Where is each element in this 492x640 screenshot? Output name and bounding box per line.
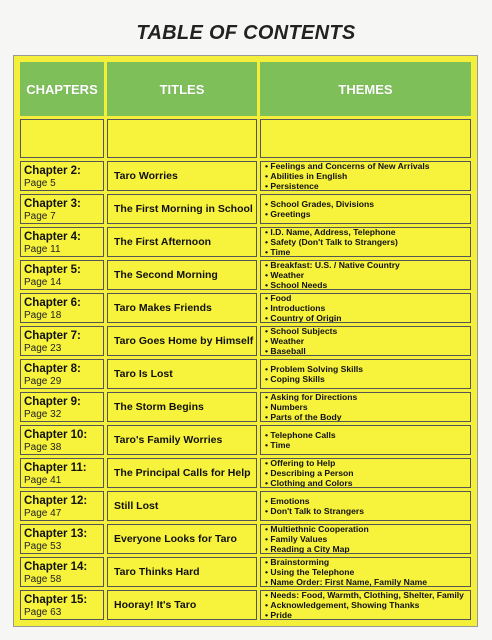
theme-item: • Numbers bbox=[265, 402, 470, 412]
chapter-number: Chapter 4: bbox=[24, 230, 81, 243]
chapter-number: Chapter 6: bbox=[24, 296, 81, 309]
toc-grid bbox=[20, 62, 471, 620]
chapter-themes bbox=[260, 458, 471, 488]
blank-title-cell bbox=[107, 119, 257, 158]
chapter-page: Page 29 bbox=[24, 375, 62, 387]
chapter-page: Page 47 bbox=[24, 507, 62, 519]
theme-item: • School Grades, Divisions bbox=[265, 199, 470, 209]
chapter-page: Page 23 bbox=[24, 342, 62, 354]
chapter-themes bbox=[260, 491, 471, 521]
chapter-page: Page 7 bbox=[24, 210, 56, 222]
theme-item: • Weather bbox=[265, 336, 470, 346]
chapter-page: Page 41 bbox=[24, 474, 62, 486]
chapter-number: Chapter 2: bbox=[24, 164, 81, 177]
chapter-themes bbox=[260, 557, 471, 587]
chapter-title: Still Lost bbox=[107, 491, 257, 521]
theme-item: • Weather bbox=[265, 270, 470, 280]
theme-item: • Parts of the Body bbox=[265, 412, 470, 422]
theme-item: • Name Order: First Name, Family Name bbox=[265, 577, 470, 587]
chapter-cell bbox=[20, 458, 104, 488]
theme-item: • Food bbox=[265, 293, 470, 303]
chapter-themes bbox=[260, 194, 471, 224]
chapter-number: Chapter 8: bbox=[24, 362, 81, 375]
table-of-contents bbox=[13, 55, 478, 627]
chapter-themes bbox=[260, 293, 471, 323]
chapter-title: The Principal Calls for Help bbox=[107, 458, 257, 488]
theme-item: • Persistence bbox=[265, 181, 470, 191]
theme-item: • Using the Telephone bbox=[265, 567, 470, 577]
chapter-cell bbox=[20, 260, 104, 290]
theme-item: • Family Values bbox=[265, 534, 470, 544]
chapter-page: Page 53 bbox=[24, 540, 62, 552]
theme-item: • Describing a Person bbox=[265, 468, 470, 478]
theme-item: • Emotions bbox=[265, 496, 470, 506]
chapter-themes bbox=[260, 260, 471, 290]
header-chapters: CHAPTERS bbox=[20, 62, 104, 116]
chapter-cell bbox=[20, 557, 104, 587]
chapter-themes bbox=[260, 392, 471, 422]
chapter-page: Page 14 bbox=[24, 276, 62, 288]
chapter-cell bbox=[20, 194, 104, 224]
theme-item: • Multiethnic Cooperation bbox=[265, 524, 470, 534]
theme-item: • Offering to Help bbox=[265, 458, 470, 468]
theme-item: • Coping Skills bbox=[265, 374, 470, 384]
chapter-cell bbox=[20, 161, 104, 191]
chapter-title: The Storm Begins bbox=[107, 392, 257, 422]
chapter-number: Chapter 11: bbox=[24, 461, 87, 474]
theme-item: • Needs: Food, Warmth, Clothing, Shelter, Family bbox=[265, 590, 470, 600]
chapter-number: Chapter 10: bbox=[24, 428, 88, 441]
chapter-cell bbox=[20, 293, 104, 323]
chapter-title: Taro Goes Home by Himself bbox=[107, 326, 257, 356]
blank-chapter-cell bbox=[20, 119, 104, 158]
theme-item: • Asking for Directions bbox=[265, 392, 470, 402]
theme-item: • School Subjects bbox=[265, 326, 470, 336]
chapter-page: Page 18 bbox=[24, 309, 62, 321]
chapter-cell bbox=[20, 326, 104, 356]
chapter-title: Taro Thinks Hard bbox=[107, 557, 257, 587]
theme-item: • Time bbox=[265, 440, 470, 450]
chapter-cell bbox=[20, 491, 104, 521]
chapter-page: Page 58 bbox=[24, 573, 62, 585]
chapter-page: Page 32 bbox=[24, 408, 62, 420]
chapter-page: Page 63 bbox=[24, 606, 62, 618]
chapter-page: Page 5 bbox=[24, 177, 56, 189]
chapter-themes bbox=[260, 359, 471, 389]
theme-item: • Greetings bbox=[265, 209, 470, 219]
chapter-number: Chapter 14: bbox=[24, 560, 88, 573]
chapter-themes bbox=[260, 425, 471, 455]
chapter-title: Hooray! It's Taro bbox=[107, 590, 257, 620]
chapter-number: Chapter 9: bbox=[24, 395, 81, 408]
theme-item: • Time bbox=[265, 247, 470, 257]
chapter-title: The Second Morning bbox=[107, 260, 257, 290]
chapter-title: The First Afternoon bbox=[107, 227, 257, 257]
theme-item: • Abilities in English bbox=[265, 171, 470, 181]
theme-item: • Breakfast: U.S. / Native Country bbox=[265, 260, 470, 270]
chapter-number: Chapter 15: bbox=[24, 593, 88, 606]
theme-item: • Feelings and Concerns of New Arrivals bbox=[265, 161, 470, 171]
chapter-title: Taro Is Lost bbox=[107, 359, 257, 389]
chapter-title: Taro's Family Worries bbox=[107, 425, 257, 455]
chapter-title: Taro Makes Friends bbox=[107, 293, 257, 323]
chapter-cell bbox=[20, 227, 104, 257]
chapter-title: Everyone Looks for Taro bbox=[107, 524, 257, 554]
header-themes: THEMES bbox=[260, 62, 471, 116]
header-titles: TITLES bbox=[107, 62, 257, 116]
chapter-number: Chapter 5: bbox=[24, 263, 81, 276]
theme-item: • Reading a City Map bbox=[265, 544, 470, 554]
blank-themes-cell bbox=[260, 119, 471, 158]
chapter-cell bbox=[20, 590, 104, 620]
chapter-themes bbox=[260, 326, 471, 356]
chapter-title: Taro Worries bbox=[107, 161, 257, 191]
theme-item: • Baseball bbox=[265, 346, 470, 356]
theme-item: • Introductions bbox=[265, 303, 470, 313]
chapter-page: Page 38 bbox=[24, 441, 62, 453]
theme-item: • Brainstorming bbox=[265, 557, 470, 567]
theme-item: • Problem Solving Skills bbox=[265, 364, 470, 374]
theme-item: • Clothing and Colors bbox=[265, 478, 470, 488]
chapter-number: Chapter 3: bbox=[24, 197, 81, 210]
theme-item: • School Needs bbox=[265, 280, 470, 290]
chapter-themes bbox=[260, 590, 471, 620]
chapter-number: Chapter 7: bbox=[24, 329, 81, 342]
chapter-cell bbox=[20, 425, 104, 455]
theme-item: • Acknowledgement, Showing Thanks bbox=[265, 600, 470, 610]
page-title: TABLE OF CONTENTS bbox=[136, 22, 356, 44]
theme-item: • Telephone Calls bbox=[265, 430, 470, 440]
theme-item: • Safety (Don't Talk to Strangers) bbox=[265, 237, 470, 247]
chapter-themes bbox=[260, 227, 471, 257]
chapter-cell bbox=[20, 359, 104, 389]
theme-item: • Country of Origin bbox=[265, 313, 470, 323]
chapter-themes bbox=[260, 161, 471, 191]
theme-item: • Pride bbox=[265, 610, 470, 620]
theme-item: • I.D. Name, Address, Telephone bbox=[265, 227, 470, 237]
chapter-themes bbox=[260, 524, 471, 554]
chapter-cell bbox=[20, 524, 104, 554]
chapter-title: The First Morning in School bbox=[107, 194, 257, 224]
chapter-number: Chapter 13: bbox=[24, 527, 88, 540]
chapter-number: Chapter 12: bbox=[24, 494, 88, 507]
chapter-cell bbox=[20, 392, 104, 422]
theme-item: • Don't Talk to Strangers bbox=[265, 506, 470, 516]
chapter-page: Page 11 bbox=[24, 243, 61, 255]
